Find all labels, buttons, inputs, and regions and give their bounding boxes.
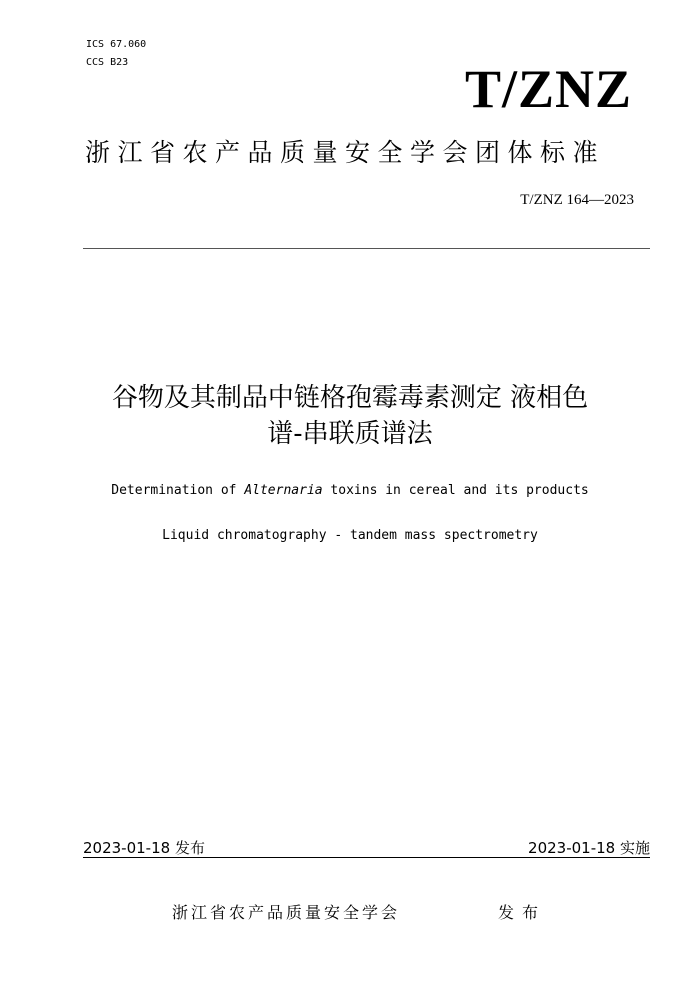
english-title-prefix: Determination of [111, 483, 245, 498]
ics-code: ICS 67.060 [86, 39, 147, 50]
ccs-code: CCS B23 [86, 57, 129, 68]
english-title-suffix: toxins in cereal and its products [322, 483, 589, 498]
organization-title: 浙江省农产品质量安全学会团体标准 [85, 138, 606, 167]
publish-label: 发布 [498, 903, 547, 922]
chinese-title-line-1: 谷物及其制品中链格孢霉毒素测定 液相色 [111, 383, 589, 413]
english-title-genus: Alternaria [244, 483, 323, 498]
header-divider [83, 248, 650, 249]
classification-codes [86, 36, 146, 72]
chinese-title [50, 380, 650, 452]
footer-divider [83, 857, 650, 858]
issue-date: 2023-01-18 发布 [83, 839, 205, 857]
publisher-name: 浙江省农产品质量安全学会 [172, 903, 401, 922]
standard-number: T/ZNZ 164—2023 [520, 192, 634, 208]
implementation-date: 2023-01-18 实施 [528, 839, 650, 857]
english-title-line-2: Liquid chromatography - tandem mass spectrometry [162, 528, 538, 543]
chinese-title-line-2: 谱-串联质谱法 [267, 419, 433, 449]
english-title-line-1 [40, 481, 660, 501]
standard-logo: T/ZNZ [464, 59, 632, 119]
